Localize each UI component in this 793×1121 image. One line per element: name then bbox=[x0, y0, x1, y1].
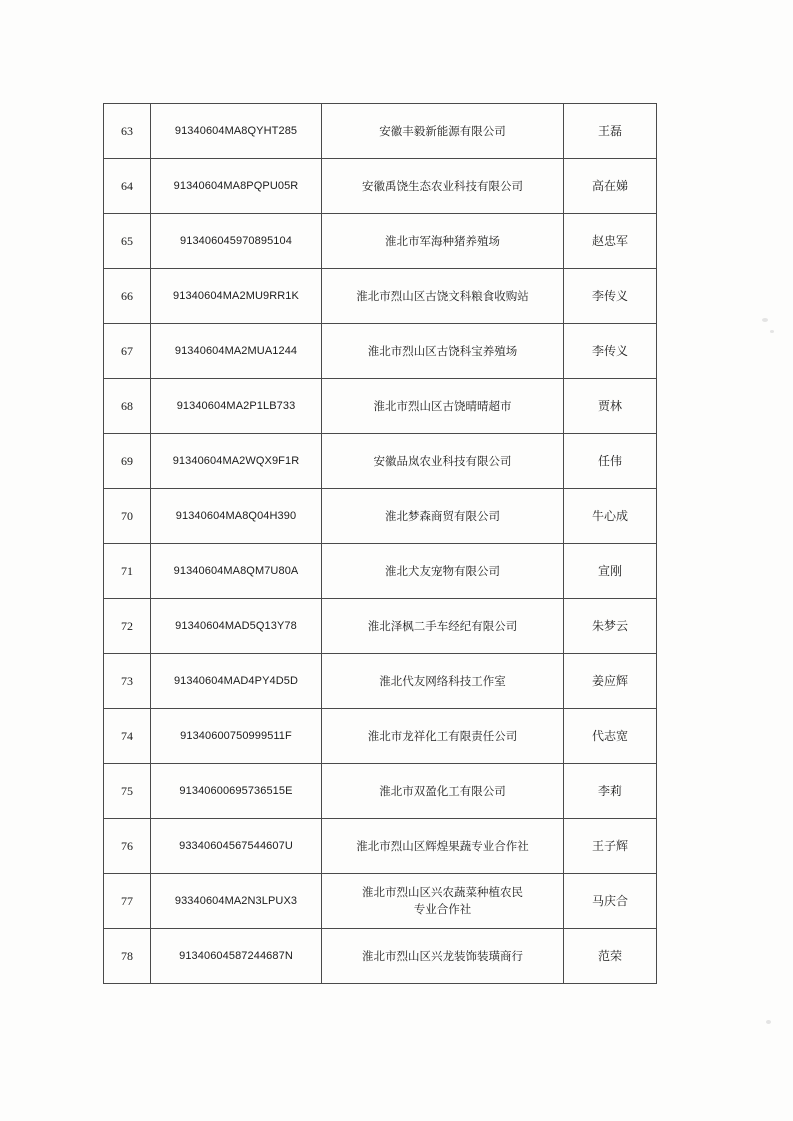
table-row bbox=[104, 544, 657, 599]
table-row bbox=[104, 819, 657, 874]
credit-code-cell: 91340604MA2P1LB733 bbox=[151, 379, 322, 434]
table-row bbox=[104, 104, 657, 159]
credit-code-cell: 91340604MAD5Q13Y78 bbox=[151, 599, 322, 654]
table-row bbox=[104, 269, 657, 324]
row-number-cell: 68 bbox=[104, 379, 151, 434]
table-row bbox=[104, 379, 657, 434]
credit-code-cell: 91340604MA8Q04H390 bbox=[151, 489, 322, 544]
table-row bbox=[104, 159, 657, 214]
company-name-cell: 淮北梦森商贸有限公司 bbox=[322, 489, 564, 544]
legal-representative-cell: 李传义 bbox=[564, 269, 657, 324]
company-name-cell: 安徽禹饶生态农业科技有限公司 bbox=[322, 159, 564, 214]
table-row bbox=[104, 214, 657, 269]
row-number-cell: 69 bbox=[104, 434, 151, 489]
legal-representative-cell: 李传义 bbox=[564, 324, 657, 379]
legal-representative-cell: 王磊 bbox=[564, 104, 657, 159]
legal-representative-cell: 宣刚 bbox=[564, 544, 657, 599]
credit-code-cell: 91340604MA8QYHT285 bbox=[151, 104, 322, 159]
legal-representative-cell: 姜应辉 bbox=[564, 654, 657, 709]
credit-code-cell: 91340604MA2MU9RR1K bbox=[151, 269, 322, 324]
company-name-cell: 淮北市军海种猪养殖场 bbox=[322, 214, 564, 269]
company-name-cell: 淮北市烈山区兴龙装饰装璜商行 bbox=[322, 929, 564, 984]
legal-representative-cell: 高在娣 bbox=[564, 159, 657, 214]
legal-representative-cell: 马庆合 bbox=[564, 874, 657, 929]
table-row bbox=[104, 709, 657, 764]
credit-code-cell: 91340604587244687N bbox=[151, 929, 322, 984]
legal-representative-cell: 赵忠军 bbox=[564, 214, 657, 269]
legal-representative-cell: 牛心成 bbox=[564, 489, 657, 544]
credit-code-cell: 93340604567544607U bbox=[151, 819, 322, 874]
row-number-cell: 70 bbox=[104, 489, 151, 544]
enterprise-table-body bbox=[104, 104, 657, 984]
legal-representative-cell: 范荣 bbox=[564, 929, 657, 984]
row-number-cell: 71 bbox=[104, 544, 151, 599]
scan-speck bbox=[770, 330, 774, 333]
row-number-cell: 78 bbox=[104, 929, 151, 984]
credit-code-cell: 91340604MA8QM7U80A bbox=[151, 544, 322, 599]
credit-code-cell: 91340604MA8PQPU05R bbox=[151, 159, 322, 214]
company-name-cell: 安徽丰毅新能源有限公司 bbox=[322, 104, 564, 159]
company-name-cell: 淮北市烈山区古饶晴晴超市 bbox=[322, 379, 564, 434]
table-row bbox=[104, 489, 657, 544]
table-row bbox=[104, 764, 657, 819]
row-number-cell: 77 bbox=[104, 874, 151, 929]
legal-representative-cell: 贾林 bbox=[564, 379, 657, 434]
row-number-cell: 64 bbox=[104, 159, 151, 214]
legal-representative-cell: 李莉 bbox=[564, 764, 657, 819]
credit-code-cell: 91340600750999511F bbox=[151, 709, 322, 764]
row-number-cell: 75 bbox=[104, 764, 151, 819]
credit-code-cell: 91340604MA2WQX9F1R bbox=[151, 434, 322, 489]
row-number-cell: 66 bbox=[104, 269, 151, 324]
table-row bbox=[104, 654, 657, 709]
table-row bbox=[104, 874, 657, 929]
enterprise-table bbox=[103, 103, 657, 984]
company-name-cell: 淮北市烈山区古饶文科粮食收购站 bbox=[322, 269, 564, 324]
company-name-cell: 淮北市双盈化工有限公司 bbox=[322, 764, 564, 819]
credit-code-cell: 93340604MA2N3LPUX3 bbox=[151, 874, 322, 929]
legal-representative-cell: 代志宽 bbox=[564, 709, 657, 764]
credit-code-cell: 91340604MAD4PY4D5D bbox=[151, 654, 322, 709]
row-number-cell: 74 bbox=[104, 709, 151, 764]
scan-speck bbox=[766, 1020, 771, 1024]
row-number-cell: 63 bbox=[104, 104, 151, 159]
legal-representative-cell: 朱梦云 bbox=[564, 599, 657, 654]
scan-speck bbox=[762, 318, 768, 322]
company-name-cell: 淮北市烈山区辉煌果蔬专业合作社 bbox=[322, 819, 564, 874]
row-number-cell: 73 bbox=[104, 654, 151, 709]
company-name-cell: 淮北泽枫二手车经纪有限公司 bbox=[322, 599, 564, 654]
row-number-cell: 72 bbox=[104, 599, 151, 654]
row-number-cell: 76 bbox=[104, 819, 151, 874]
credit-code-cell: 91340604MA2MUA1244 bbox=[151, 324, 322, 379]
table-row bbox=[104, 599, 657, 654]
row-number-cell: 65 bbox=[104, 214, 151, 269]
credit-code-cell: 91340600695736515E bbox=[151, 764, 322, 819]
company-name-cell: 安徽品岚农业科技有限公司 bbox=[322, 434, 564, 489]
table-row bbox=[104, 324, 657, 379]
company-name-cell: 淮北市烈山区兴农蔬菜种植农民 专业合作社 bbox=[322, 874, 564, 929]
row-number-cell: 67 bbox=[104, 324, 151, 379]
company-name-cell: 淮北犬友宠物有限公司 bbox=[322, 544, 564, 599]
table-row bbox=[104, 434, 657, 489]
legal-representative-cell: 王子辉 bbox=[564, 819, 657, 874]
table-row bbox=[104, 929, 657, 984]
company-name-cell: 淮北代友网络科技工作室 bbox=[322, 654, 564, 709]
credit-code-cell: 913406045970895104 bbox=[151, 214, 322, 269]
company-name-cell: 淮北市龙祥化工有限责任公司 bbox=[322, 709, 564, 764]
legal-representative-cell: 任伟 bbox=[564, 434, 657, 489]
company-name-cell: 淮北市烈山区古饶科宝养殖场 bbox=[322, 324, 564, 379]
